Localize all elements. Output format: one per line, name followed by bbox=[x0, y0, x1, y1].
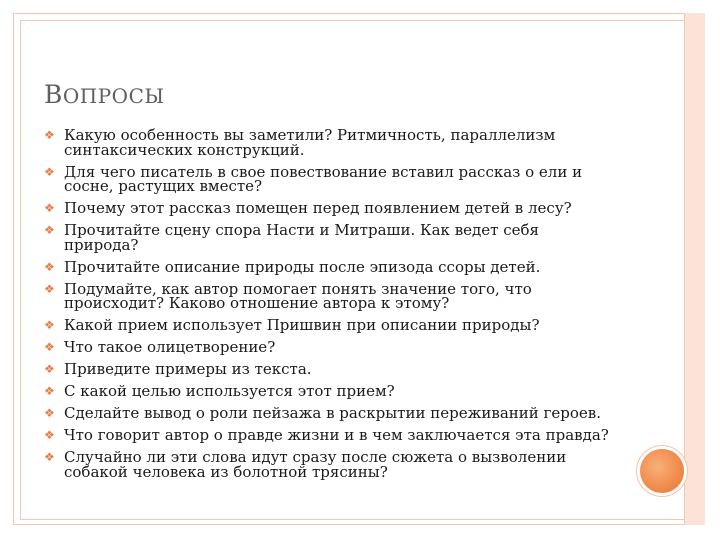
question-line: Какой прием использует Пришвин при описании природы? bbox=[64, 316, 540, 334]
title-first-letter: В bbox=[44, 80, 63, 109]
question-line-continued: сосне, растущих вместе? bbox=[64, 177, 263, 195]
question-item bbox=[44, 257, 634, 276]
question-line: Что такое олицетворение? bbox=[64, 338, 276, 356]
question-line: Подумайте, как автор помогает понять значение того, что bbox=[64, 279, 532, 298]
question-item bbox=[44, 128, 634, 157]
question-line: Прочитайте сцену спора Насти и Митраши. Как ведет себя bbox=[64, 221, 539, 239]
diamond-bullet-icon: ❖ bbox=[44, 384, 55, 398]
diamond-bullet-icon: ❖ bbox=[44, 340, 55, 354]
question-list bbox=[44, 128, 634, 487]
question-line: Для чего писатель в свое повествование вставил рассказ о ели и bbox=[64, 162, 583, 181]
question-item bbox=[44, 450, 634, 479]
question-item bbox=[44, 362, 634, 377]
diamond-bullet-icon: ❖ bbox=[44, 428, 55, 442]
question-line-continued: происходит? Каково отношение автора к этому? bbox=[64, 294, 450, 312]
question-line-continued: синтаксических конструкций. bbox=[64, 140, 305, 159]
diamond-bullet-icon: ❖ bbox=[44, 450, 55, 464]
question-item bbox=[44, 162, 634, 195]
question-line: Какую особенность вы заметили? Ритмичность, параллелизм bbox=[64, 126, 556, 144]
question-item bbox=[44, 384, 634, 399]
question-line: Приведите примеры из текста. bbox=[64, 360, 312, 378]
question-item bbox=[44, 406, 634, 421]
diamond-bullet-icon: ❖ bbox=[44, 281, 55, 296]
diamond-bullet-icon: ❖ bbox=[44, 406, 55, 420]
question-line: Что говорит автор о правде жизни и в чем заключается эта правда? bbox=[64, 426, 609, 444]
diamond-bullet-icon: ❖ bbox=[44, 128, 55, 142]
question-line-continued: природа? bbox=[64, 235, 139, 254]
diamond-bullet-icon: ❖ bbox=[44, 201, 55, 215]
question-line: Случайно ли эти слова идут сразу после сюжета о вызволении bbox=[64, 448, 567, 466]
diamond-bullet-icon: ❖ bbox=[44, 223, 55, 237]
slide-right-band bbox=[684, 13, 705, 525]
decorative-orb bbox=[640, 449, 684, 493]
question-line: Почему этот рассказ помещен перед появлением детей в лесу? bbox=[64, 199, 572, 217]
question-line: С какой целью используется этот прием? bbox=[64, 382, 395, 400]
question-item bbox=[44, 201, 634, 216]
diamond-bullet-icon: ❖ bbox=[44, 318, 55, 332]
question-item bbox=[44, 340, 634, 355]
question-item bbox=[44, 223, 634, 252]
diamond-bullet-icon: ❖ bbox=[44, 362, 55, 376]
question-item bbox=[44, 428, 634, 443]
diamond-bullet-icon: ❖ bbox=[44, 164, 55, 179]
question-item bbox=[44, 279, 634, 312]
title-rest: ОПРОСЫ bbox=[62, 84, 165, 108]
question-item bbox=[44, 318, 634, 333]
question-line: Сделайте вывод о роли пейзажа в раскрытии переживаний героев. bbox=[64, 404, 601, 422]
slide-title bbox=[44, 80, 165, 109]
diamond-bullet-icon: ❖ bbox=[44, 259, 55, 274]
question-line: Прочитайте описание природы после эпизода ссоры детей. bbox=[64, 257, 541, 276]
question-line-continued: собакой человека из болотной трясины? bbox=[64, 462, 388, 481]
